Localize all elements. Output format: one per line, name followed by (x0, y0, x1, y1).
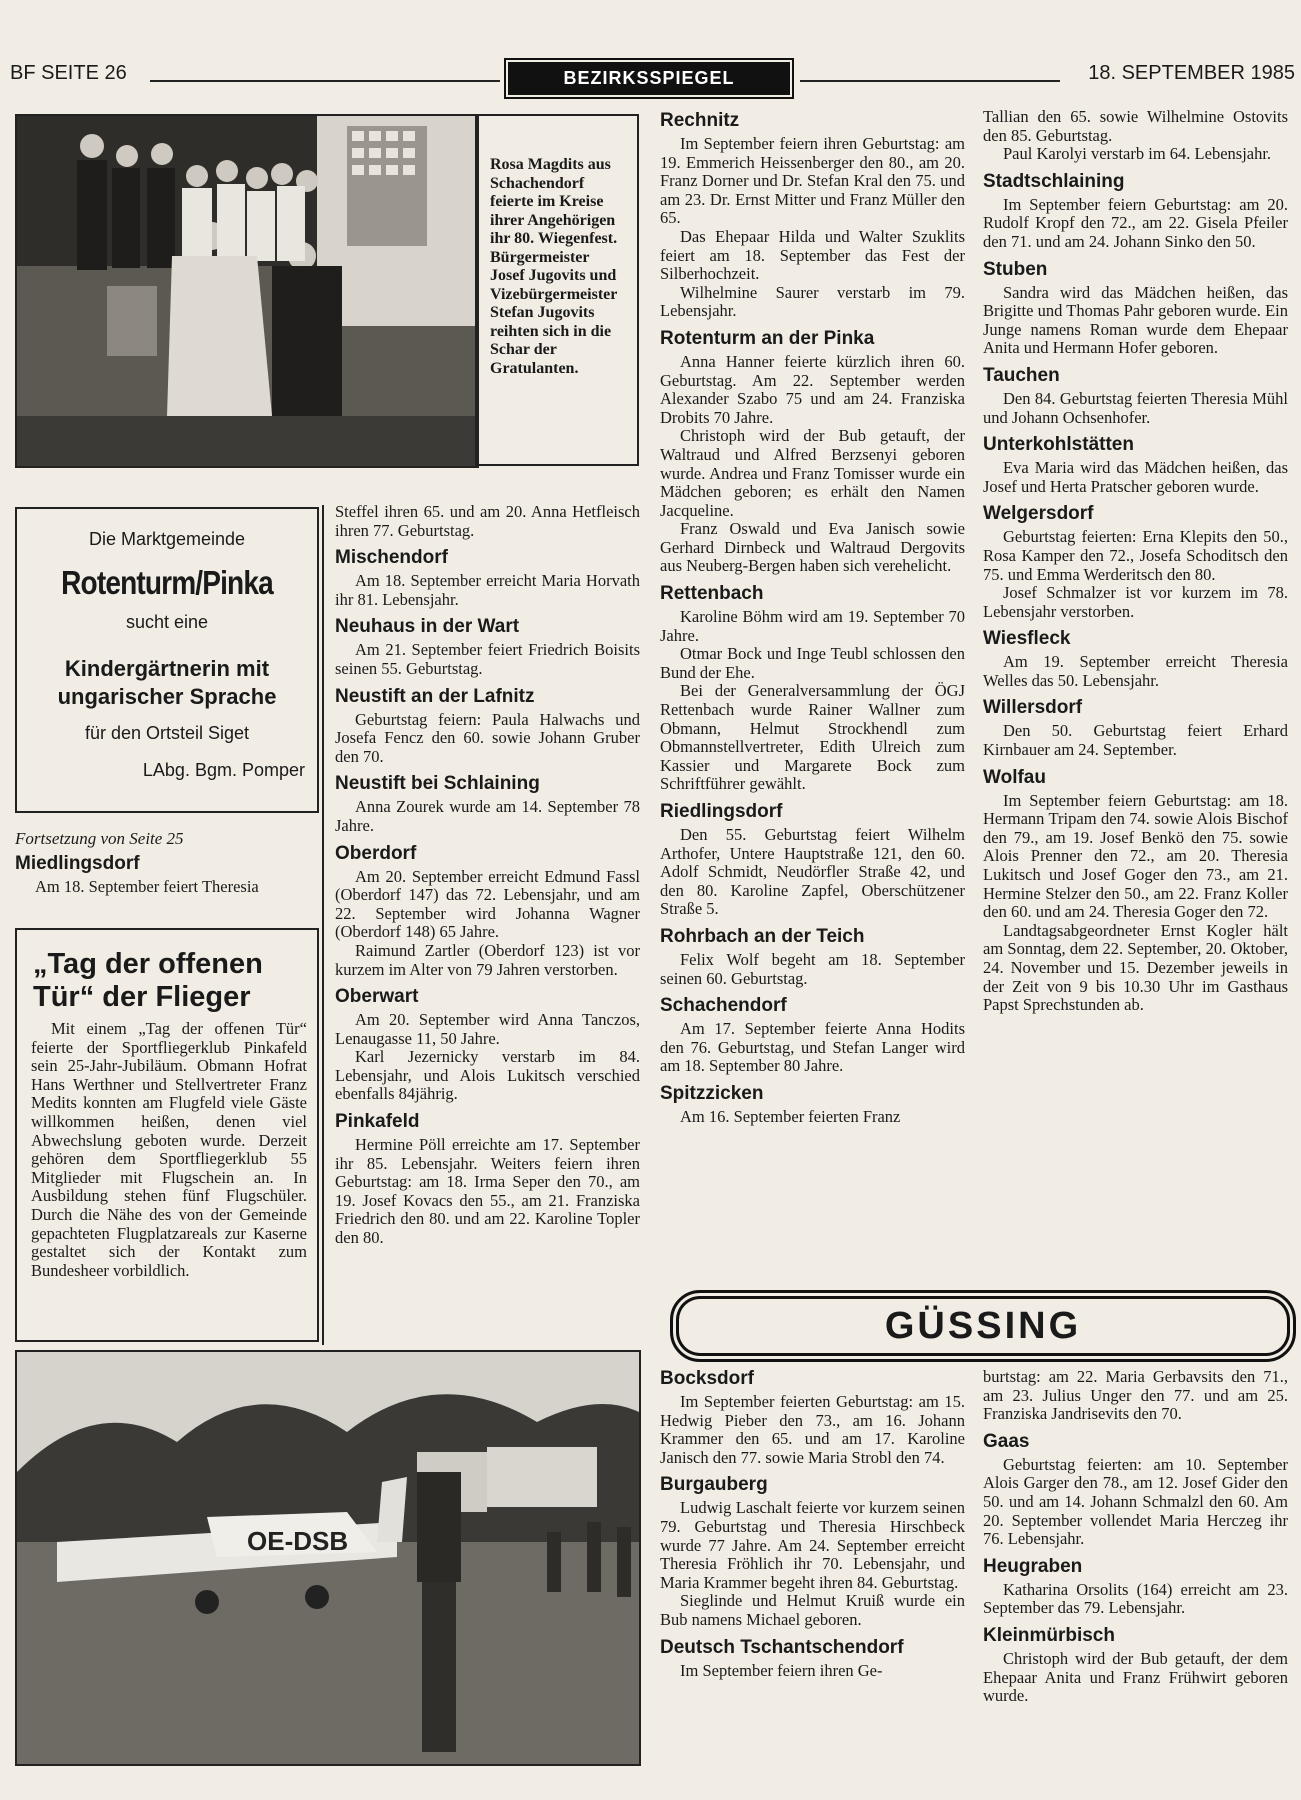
col2-text-7-0: Hermine Pöll erreichte am 17. September ihr 85. Lebensjahr. Weiters feiern ihren Geburtstag: am 18. Irma Seper den 70., am 19. Josef Kovacs den 55., am 21. Franziska Friedrich den 80. und am 22. Karoline Topler den 80. (335, 1135, 640, 1248)
col2-heading-6: Oberwart (335, 986, 419, 1008)
g2-text-3-0: Christoph wird der Bub getauft, der dem Ehepaar Anita und Franz Frühwirt geboren wurde. (983, 1648, 1288, 1706)
col3-text-4-0: Felix Wolf begeht am 18. September seinen 60. Geburtstag. (660, 949, 965, 988)
col4-text-1-0: Im September feiern Geburtstag: am 20. Rudolf Kropf den 72., am 22. Gisela Pfeiler den 71. und am 24. Johann Sinko den 50. (983, 194, 1288, 251)
advert-intro: Die Marktgemeinde (88, 529, 246, 549)
flieger-title: „Tag der offenen Tür“ der Flieger (33, 948, 263, 1013)
col3-text-0-2: Wilhelmine Saurer verstarb im 79. Lebensjahr. (660, 282, 965, 321)
advert-job: Kindergärtnerin mit ungarischer Sprache (57, 656, 277, 709)
birthday-photo-image (17, 116, 477, 466)
col4-text-5-0: Geburtstag feierten: Erna Klepits den 50., Rosa Kamper den 72., Josefa Schoditsch den 75. und Emma Werderitsch den 80. (983, 527, 1288, 584)
advert-line2: sucht eine (125, 612, 209, 632)
col3-text-6-0: Am 16. September feierten Franz (680, 1106, 901, 1126)
g2-text-2-0: Katharina Orsolits (164) erreicht am 23. September das 79. Lebensjahr. (983, 1579, 1288, 1618)
col2-text-6-0: Am 20. September wird Anna Tanczos, Lenaugasse 11, 50 Jahre. (335, 1010, 640, 1048)
col2-heading-4: Neustift bei Schlaining (335, 773, 540, 795)
g1-heading-2: Deutsch Tschantschendorf (660, 1636, 904, 1658)
col4-text-5-1: Josef Schmalzer ist vor kurzem im 78. Lebensjahr verstorben. (983, 583, 1288, 621)
column-3 (660, 110, 965, 1127)
section-badge: BEZIRKSSPIEGEL (508, 62, 790, 95)
col4-heading-4: Unterkohlstätten (983, 434, 1134, 456)
page-number: BF SEITE 26 (10, 62, 127, 84)
column-2 (335, 503, 640, 1248)
g1-text-1-1: Sieglinde und Helmut Kruiß wurde ein Bub namens Michael geboren. (660, 1591, 965, 1629)
col4-heading-2: Stuben (983, 258, 1048, 280)
col2-heading-7: Pinkafeld (335, 1111, 420, 1133)
col2-text-3-0: Geburtstag feiern: Paula Halwachs und Josefa Fencz den 60. sowie Johann Gruber den 70. (335, 709, 640, 766)
g2-heading-2: Heugraben (983, 1555, 1083, 1577)
col2-text-5-0: Am 20. September erreicht Edmund Fassl (Oberdorf 147) das 72. Lebensjahr, und am 22. September wird Johanna Wagner (Oberdorf 148) 65 Jahre. (335, 866, 640, 942)
col3-text-1-0: Anna Hanner feierte kürzlich ihren 60. Geburtstag. Am 22. September werden Alexander Szabo 75 und am 24. Franziska Drobits 70 Jahre. (660, 351, 965, 427)
col3-text-2-1: Otmar Bock und Inge Teubl schlossen den Bund der Ehe. (660, 644, 965, 682)
flieger-text: Mit einem „Tag der offenen Tür“ feierte der Sportfliegerklub Pinkafeld sein 25-Jahr-Jubiläum. Obmann Hofrat Hans Werthner und Stellvertreter Franz Medits konnten am Flugfeld viele Gäste willkommen heißen, denen viel Abwechslung geboten wurde. Derzeit gehören dem Sportfliegerklub 55 Mitglieder mit Flugschein an. In Ausbildung stehen fünf Flugschüler. Durch die Nähe des von der Gemeinde gepachteten Flugplatzareals zur Kaserne gestaltet sich der Kontakt zum Bundesheer vorbildlich. (31, 1019, 307, 1280)
advert-location: für den Ortsteil Siget (84, 723, 250, 743)
col2-heading-1: Mischendorf (335, 547, 448, 569)
g1-text-0-0: Im September feierten Geburtstag: am 15. Hedwig Pieber den 73., am 16. Johann Krammer den 65. und am 17. Karoline Janisch den 77. sowie Maria Strobl den 74. (660, 1392, 965, 1467)
advert-title: Rotenturm/Pinka (61, 564, 273, 601)
g2-text-1-0: Geburtstag feierten: am 10. September Alois Garger den 78., am 12. Josef Gider den 50. und am 14. Johann Schmalzl den 60. Am 20. September vollendet Maria Herczeg ihr 76. Lebensjahr. (983, 1454, 1288, 1549)
col3-text-0-1: Das Ehepaar Hilda und Walter Szuklits feiert am 18. September das Fest der Silberhochzeit. (660, 226, 965, 284)
col2-heading-2: Neuhaus in der Wart (335, 616, 520, 638)
col3-heading-3: Riedlingsdorf (660, 801, 783, 822)
col3-heading-2: Rettenbach (660, 583, 764, 605)
airplane-photo-image (17, 1352, 639, 1764)
continuation-note: Fortsetzung von Seite 25 (15, 829, 184, 848)
g1-heading-0: Bocksdorf (660, 1368, 754, 1389)
col2-heading-3: Neustift an der Lafnitz (335, 685, 535, 707)
col4-heading-8: Wolfau (983, 766, 1046, 788)
page-date: 18. SEPTEMBER 1985 (1088, 62, 1295, 84)
col3-text-1-1: Christoph wird der Bub getauft, der Waltraud und Alfred Berzsenyi geboren wurde. Andrea und Franz Tomisser wurde ein Mädchen geboren; es erhält den Namen Jacqueline. (660, 426, 965, 520)
col3-heading-1: Rotenturm an der Pinka (660, 327, 875, 349)
col4-text-6-0: Am 19. September erreicht Theresia Welles das 50. Lebensjahr. (983, 652, 1288, 690)
col4-heading-1: Stadtschlaining (983, 170, 1125, 192)
col4-heading-7: Willersdorf (983, 697, 1083, 719)
col3-text-1-2: Franz Oswald und Eva Janisch sowie Gerhard Dirnbeck und Waltraud Dergovits aus Neuberg-Bergen haben sich verehelicht. (660, 519, 965, 576)
col3-text-0-0: Im September feiern ihren Geburtstag: am 19. Emmerich Heissenberger den 80., am 20. Franz Dorner und Dr. Stefan Kral den 75. und am 23. Dr. Ernst Mitter und Franz Müller den 65. (660, 134, 965, 228)
plane-registration: OE-DSB (247, 1526, 349, 1556)
col4-text-4-0: Eva Maria wird das Mädchen heißen, das Josef und Herta Pratscher geboren wurde. (983, 458, 1288, 496)
col2-text-2-0: Am 21. September feiert Friedrich Boisits seinen 55. Geburtstag. (335, 640, 640, 678)
col2-text-0-0: Steffel ihren 65. und am 20. Anna Hetfleisch ihren 77. Geburtstag. (335, 502, 640, 540)
col4-text-8-1: Landtagsabgeordneter Ernst Kogler hält am Sonntag, dem 22. September, 20. Oktober, 24. November und 15. Dezember jeweils in der Zeit von 9 bis 10.30 Uhr im Gasthaus Papst Sprechstunden ab. (983, 920, 1288, 1015)
col4-text-7-0: Den 50. Geburtstag feiert Erhard Kirnbauer am 24. September. (983, 721, 1288, 760)
col4-text-0-0: Tallian den 65. sowie Wilhelmine Ostovits den 85. Geburtstag. (983, 107, 1288, 145)
g1-text-2-0: Im September feiern ihren Ge- (680, 1660, 883, 1680)
column-4 (983, 108, 1288, 1015)
col3-text-5-0: Am 17. September feierte Anna Hodits den 76. Geburtstag, und Stefan Langer wird am 18. September 80 Jahre. (660, 1019, 965, 1076)
header-rule-right (800, 80, 1060, 82)
col3-heading-5: Schachendorf (660, 995, 787, 1017)
col3-text-2-2: Bei der Generalversammlung der ÖGJ Rettenbach wurde Rainer Wallner zum Obmann, Helmut Strockhendl zum Obmannstellvertreter, Edith Ulreich zum Kassier und Margarete Bock zum Schriftführer gewählt. (660, 681, 965, 794)
col4-text-8-0: Im September feiern Geburtstag: am 18. Hermann Tripam den 74. sowie Alois Bischof den 79., am 19. Josef Benkö den 75. sowie Alois Prenner den 72., am 20. Theresia Lukitsch und Josef Goger den 73., am 21. Hermine Stelzer den 50., am 22. Franz Koller den 60. und am 24. Theresia Goger den 72. (983, 790, 1288, 922)
gussing-banner: GÜSSING (670, 1290, 1296, 1362)
col3-heading-4: Rohrbach an der Teich (660, 925, 865, 947)
g1-heading-1: Burgauberg (660, 1474, 768, 1496)
col4-heading-3: Tauchen (983, 364, 1060, 386)
col2-heading-5: Oberdorf (335, 842, 417, 864)
col4-text-0-1: Paul Karolyi verstarb im 64. Lebensjahr. (1003, 144, 1272, 164)
col3-heading-6: Spitzzicken (660, 1082, 764, 1104)
col4-text-3-0: Den 84. Geburtstag feierten Theresia Mühl und Johann Ochsenhofer. (983, 388, 1288, 427)
advert-contact: LAbg. Bgm. Pomper (142, 760, 305, 780)
header-rule-left (150, 80, 500, 82)
g2-heading-3: Kleinmürbisch (983, 1624, 1115, 1646)
continuation-heading: Miedlingsdorf (15, 852, 140, 874)
g1-text-1-0: Ludwig Laschalt feierte vor kurzem seinen 79. Geburtstag und Theresia Hirschbeck wurde 77 Jahre. Am 24. September erreicht Theresia Fröhlich ihr 70. Lebensjahr, und Maria Krammer begeht ihren 84. Geburtstag. (660, 1498, 965, 1592)
col2-text-5-1: Raimund Zartler (Oberdorf 123) ist vor kurzem im Alter von 79 Jahren verstorben. (335, 940, 640, 979)
col4-heading-6: Wiesfleck (983, 628, 1071, 650)
col4-heading-5: Welgersdorf (983, 503, 1094, 525)
airplane-photo (15, 1350, 641, 1766)
job-advert (15, 507, 319, 813)
col4-text-2-0: Sandra wird das Mädchen heißen, das Brigitte und Thomas Pahr geboren wurde. Ein Junge namens Roman wurde dem Ehepaar Anita und Hermann Hofer geboren. (983, 282, 1288, 358)
continuation-text: Am 18. September feiert Theresia (35, 876, 259, 896)
col3-text-3-0: Den 55. Geburtstag feiert Wilhelm Arthofer, Untere Hauptstraße 121, den 60. Adolf Schmidt, Neudörfler Straße 42, und den 80. Karoline Zapfel, Oberschützener Straße 5. (660, 825, 965, 919)
birthday-photo (15, 114, 479, 468)
col2-text-1-0: Am 18. September erreicht Maria Horvath ihr 81. Lebensjahr. (335, 571, 640, 609)
gussing-column-1 (660, 1368, 965, 1680)
flieger-article (15, 928, 319, 1342)
continuation-block (15, 830, 325, 896)
col3-text-2-0: Karoline Böhm wird am 19. September 70 Jahre. (660, 607, 965, 645)
col2-text-4-0: Anna Zourek wurde am 14. September 78 Jahre. (335, 797, 640, 835)
gussing-column-2 (983, 1368, 1288, 1706)
col2-text-6-1: Karl Jezernicky verstarb im 84. Lebensjahr, und Alois Lukitsch verschied ebenfalls 84jährig. (335, 1047, 640, 1104)
photo-caption: Rosa Magdits aus Schachendorf feierte im Kreise ihrer Angehörigen ihr 80. Wiegenfest. Bürgermeister Josef Jugovits und Vizebürgermeister Stefan Jugovits reihten sich in die Schar der Gratulanten. (490, 156, 618, 377)
g2-heading-1: Gaas (983, 1430, 1030, 1452)
col3-heading-0: Rechnitz (660, 110, 740, 131)
g2-text-0-0: burtstag: am 22. Maria Gerbavsits den 71., am 23. Julius Unger den 77. und am 25. Franziska Jandrisevits den 70. (983, 1367, 1288, 1424)
